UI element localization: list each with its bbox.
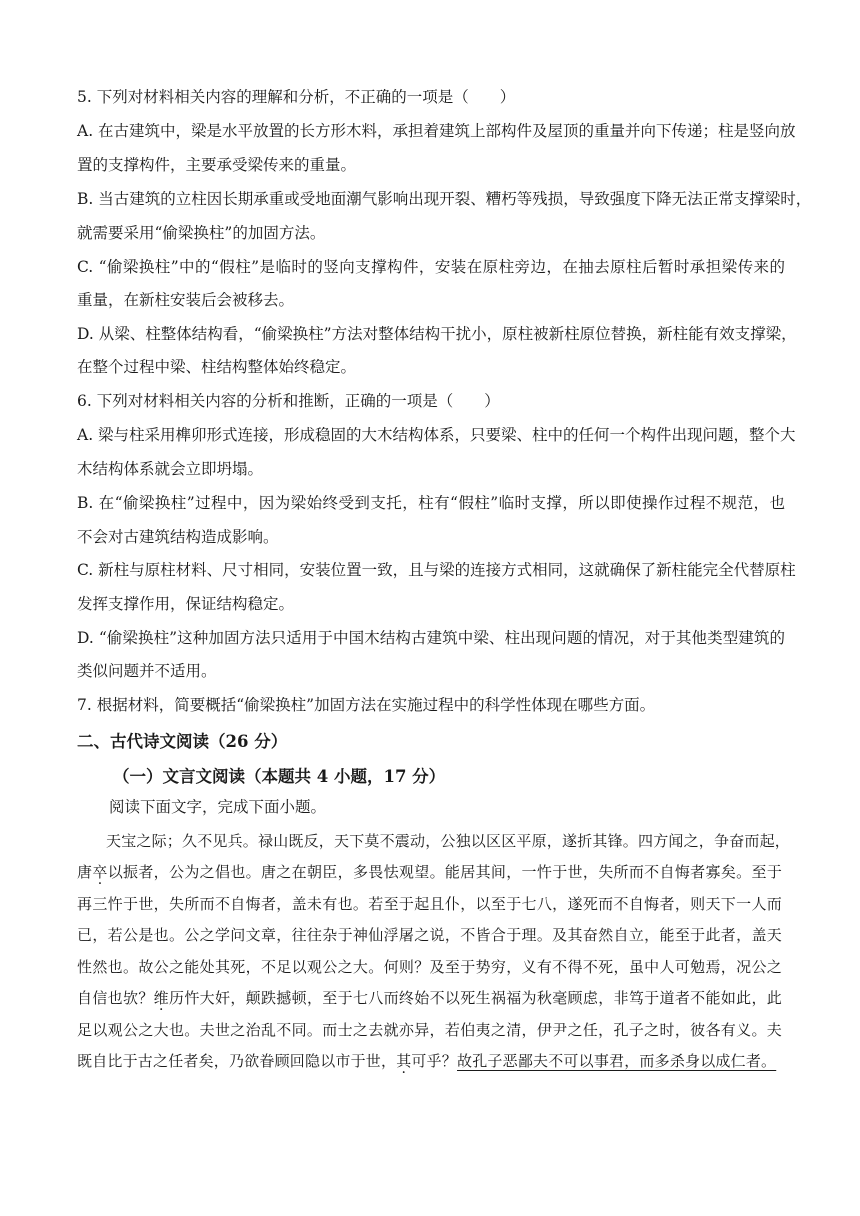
subsection-heading: （一）文言文阅读（本题共 4 小题，17 分） <box>113 767 446 786</box>
section-heading: 二、古代诗文阅读（26 分） <box>77 732 288 751</box>
q6-option-c-line1: C. 新柱与原柱材料、尺寸相同，安装位置一致，且与梁的连接方式相同，这就确保了新柱能完全代替原柱 <box>77 561 796 579</box>
passage-line-5: 性然也。故公之能处其死，不足以观公之大。何则？及至于势穷，义有不得不死，虽中人可勉焉，况公之 <box>77 958 782 976</box>
underlined-sentence: 故孔子恶鄙夫不可以事君，而多杀身以成仁者。 <box>457 1052 777 1070</box>
q6-option-d-line1: D. “偷梁换柱”这种加固方法只适用于中国木结构古建筑中梁、柱出现问题的情况，对于其他类型建筑的 <box>77 629 785 647</box>
emphasis-dot-char: 卒 <box>92 863 108 881</box>
q7-question: 7. 根据材料，简要概括“偷梁换柱”加固方法在实施过程中的科学性体现在哪些方面。 <box>77 696 656 714</box>
q5-option-b-line1: B. 当古建筑的立柱因长期承重或受地面潮气影响出现开裂、糟朽等残损，导致强度下降无法正常支撑梁时， <box>77 190 812 208</box>
q6-option-d-line2: 类似问题并不适用。 <box>77 662 217 680</box>
passage-line-8: 既自比于古之任者矣，乃欲眷顾回隐以市于世，其可乎？故孔子恶鄙夫不可以事君，而多杀身以成仁者。 <box>77 1052 777 1070</box>
q5-option-d-line2: 在整个过程中梁、柱结构整体始终稳定。 <box>77 358 357 376</box>
q5-option-d-line1: D. 从梁、柱整体结构看，“偷梁换柱”方法对整体结构干扰小，原柱被新柱原位替换，新柱能有效支撑梁， <box>77 325 797 343</box>
q6-option-a-line1: A. 梁与柱采用榫卯形式连接，形成稳固的大木结构体系，只要梁、柱中的任何一个构件出现问题，整个大 <box>77 426 796 444</box>
reading-instruction: 阅读下面文字，完成下面小题。 <box>109 798 327 816</box>
q5-option-a-line1: A. 在古建筑中，梁是水平放置的长方形木料，承担着建筑上部构件及屋顶的重量并向下传递；柱是竖向放 <box>77 122 796 140</box>
emphasis-dot-char: 其 <box>396 1052 412 1070</box>
q6-option-b-line2: 不会对古建筑结构造成影响。 <box>77 528 279 546</box>
q5-option-c-line2: 重量，在新柱安装后会被移去。 <box>77 291 295 309</box>
passage-line-2: 唐卒以振者，公为之倡也。唐之在朝臣，多畏怯观望。能居其间，一忤于世，失所而不自悔者寡矣。至于 <box>77 863 783 881</box>
q5-stem: 5. 下列对材料相关内容的理解和分析，不正确的一项是（ ） <box>77 88 516 106</box>
passage-line-7: 足以观公之大也。夫世之治乱不同。而士之去就亦异，若伯夷之清，伊尹之任，孔子之时，彼各有义。夫 <box>77 1021 782 1039</box>
emphasis-dot-char: 维 <box>153 989 169 1007</box>
q6-option-b-line1: B. 在“偷梁换柱”过程中，因为梁始终受到支托，柱有“假柱”临时支撑，所以即使操作过程不规范，也 <box>77 494 785 512</box>
q6-stem: 6. 下列对材料相关内容的分析和推断，正确的一项是（ ） <box>77 392 500 410</box>
q6-option-a-line2: 木结构体系就会立即坍塌。 <box>77 460 264 478</box>
q5-option-a-line2: 置的支撑构件，主要承受梁传来的重量。 <box>77 156 357 174</box>
passage-line-3: 再三忤于世，失所而不自悔者，盖未有也。若至于起且仆，以至于七八，遂死而不自悔者，则天下一人而 <box>77 895 782 913</box>
passage-line-4: 已，若公是也。公之学问文章，往往杂于神仙浮屠之说，不皆合于理。及其奋然自立，能至于此者，盖天 <box>77 926 782 944</box>
q6-option-c-line2: 发挥支撑作用，保证结构稳定。 <box>77 595 295 613</box>
passage-line-6: 自信也欤？维历忤大奸，颠跌撼顿，至于七八而终始不以死生祸福为秋毫顾虑，非笃于道者不能如此，此 <box>77 989 783 1007</box>
q5-option-c-line1: C. “偷梁换柱”中的“假柱”是临时的竖向支撑构件，安装在原柱旁边，在抽去原柱后暂时承担梁传来的 <box>77 258 785 276</box>
passage-line-1: 天宝之际；久不见兵。禄山既反，天下莫不震动，公独以区区平原，遂折其锋。四方闻之，争奋而起， <box>106 832 791 850</box>
q5-option-b-line2: 就需要采用“偷梁换柱”的加固方法。 <box>77 224 326 242</box>
